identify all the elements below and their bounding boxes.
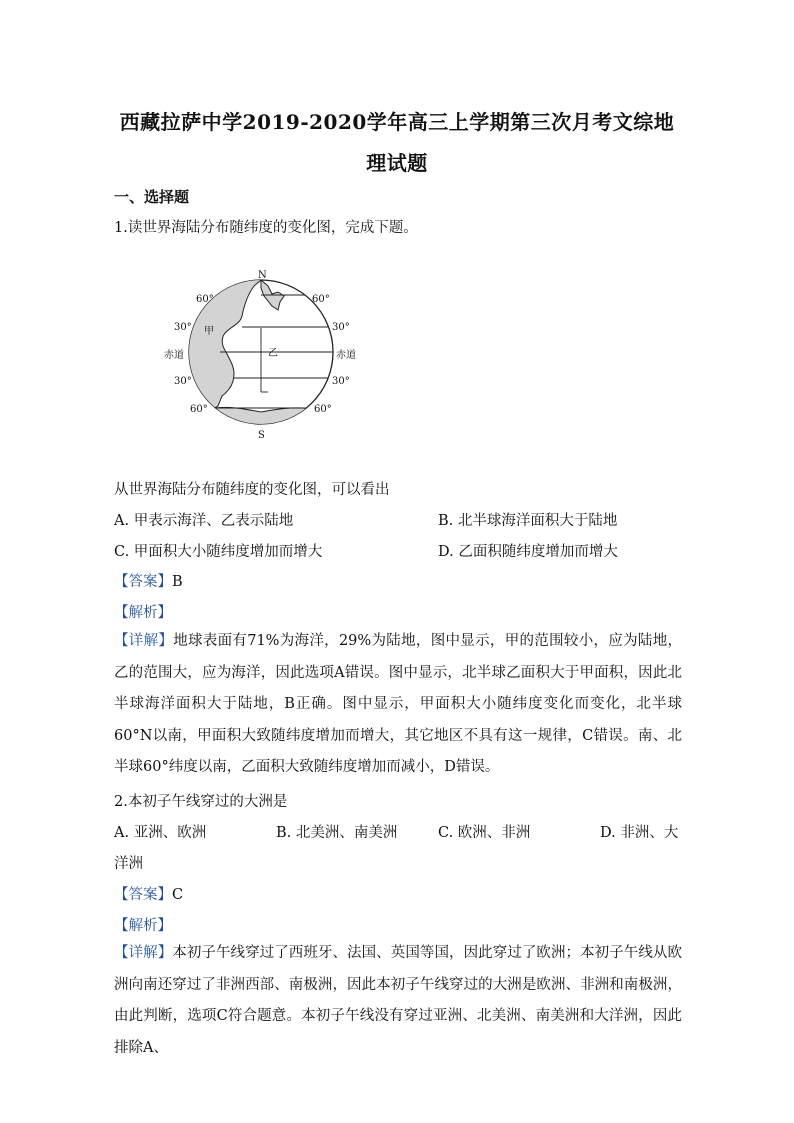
q1-analysis-tag: 【解析】 [114, 605, 172, 621]
label-jia: 甲 [204, 326, 214, 337]
q2-option-a[interactable]: A. 亚洲、欧洲 [114, 825, 207, 841]
q1-detail-tag: 【详解】 [114, 633, 174, 649]
q2-detail [114, 938, 682, 1064]
left-lat-30s: 30° [174, 376, 192, 387]
left-equator: 赤道 [164, 350, 184, 361]
land-sea-latitude-figure [160, 266, 380, 446]
q1-detail [114, 626, 682, 784]
q1-option-c[interactable]: C. 甲面积大小随纬度增加而增大 [114, 544, 323, 560]
left-lat-30n: 30° [174, 322, 192, 333]
right-lat-60s: 60° [314, 404, 332, 415]
q2-option-b[interactable]: B. 北美洲、南美洲 [276, 825, 398, 841]
label-south: S [258, 430, 265, 441]
q1-answer-value: B [172, 574, 183, 590]
right-lat-60n: 60° [312, 294, 330, 305]
q2-detail-text: 本初子午线穿过了西班牙、法国、英国等国，因此穿过了欧洲；本初子午线从欧洲向南还穿过了非洲西部、南极洲，因此本初子午线穿过的大洲是欧洲、非洲和南极洲，由此判断，选项C符合题意。本初子午线没有穿过亚洲、北美洲、南美洲和大洋洲，因此排除A、 [114, 945, 682, 1056]
right-lat-30s: 30° [332, 376, 350, 387]
left-lat-60n: 60° [196, 294, 214, 305]
q1-prompt: 从世界海陆分布随纬度的变化图，可以看出 [114, 482, 390, 498]
q2-detail-tag: 【详解】 [114, 945, 173, 961]
q1-stem: 1.读世界海陆分布随纬度的变化图，完成下题。 [114, 220, 418, 236]
q2-option-c[interactable]: C. 欧洲、非洲 [438, 825, 531, 841]
section-heading: 一、选择题 [114, 188, 190, 206]
q2-stem: 2.本初子午线穿过的大洲是 [114, 794, 288, 810]
q1-option-a[interactable]: A. 甲表示海洋、乙表示陆地 [114, 513, 294, 529]
q1-detail-text: 地球表面有71%为海洋，29%为陆地，图中显示，甲的范围较小，应为陆地，乙的范围大，应为海洋，因此选项A错误。图中显示，北半球乙面积大于甲面积，因此北半球海洋面积大于陆地，B正确。图中显示，甲面积大小随纬度变化而变化，北半球60°N以南，甲面积大致随纬度增加而增大，其它地区不具有这一规律，C错误。南、北半球60°纬度以南，乙面积大致随纬度增加而减小，D错误。 [114, 633, 683, 775]
q1-option-b[interactable]: B. 北半球海洋面积大于陆地 [438, 513, 618, 529]
q2-analysis-tag: 【解析】 [114, 918, 172, 934]
right-lat-30n: 30° [332, 322, 350, 333]
document-title-line1: 西藏拉萨中学2019-2020学年高三上学期第三次月考文综地 [119, 110, 675, 134]
document-title-line2: 理试题 [366, 151, 428, 175]
q1-answer-tag: 【答案】 [114, 574, 172, 590]
q1-answer [114, 570, 183, 591]
left-lat-60s: 60° [190, 404, 208, 415]
q2-answer-value: C [172, 887, 184, 903]
label-yi: 乙 [268, 348, 278, 359]
q2-answer [114, 883, 183, 904]
q2-option-d-continued: 洋洲 [114, 856, 143, 872]
q1-option-d[interactable]: D. 乙面积随纬度增加而增大 [438, 544, 618, 560]
q2-option-d[interactable]: D. 非洲、大 [600, 825, 679, 841]
right-equator: 赤道 [336, 350, 356, 361]
q2-answer-tag: 【答案】 [114, 887, 172, 903]
label-north: N [258, 270, 267, 281]
